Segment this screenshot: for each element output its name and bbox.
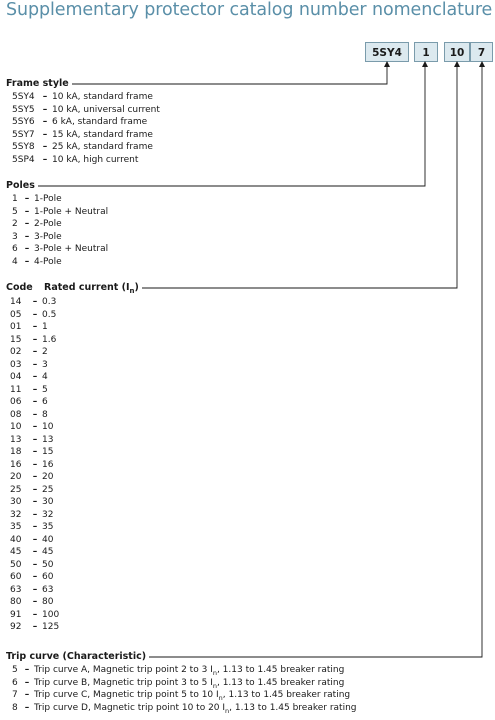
frame-desc: 25 kA, standard frame: [52, 142, 153, 152]
curr-code: 05: [10, 309, 22, 320]
dash: –: [24, 702, 30, 713]
curr-desc: 0.5: [42, 309, 57, 320]
curr-item: [10, 509, 59, 522]
poles-item: [12, 243, 108, 256]
trip-code: 6: [12, 677, 18, 688]
rated-current-heading: [44, 282, 142, 297]
dash: –: [24, 231, 30, 242]
dash: –: [42, 117, 48, 127]
trip-desc: Trip curve D, Magnetic trip point 10 to 20 $I_n$, 1.13 to 1.45 breaker rating: [34, 702, 357, 715]
curr-desc: 80: [42, 597, 54, 607]
dash: –: [32, 584, 38, 595]
dash: –: [32, 297, 38, 307]
curr-item: [10, 371, 59, 384]
code-column-header: Code: [6, 282, 36, 294]
curr-desc: 35: [42, 522, 54, 532]
dash: –: [24, 256, 30, 267]
dash: –: [24, 677, 30, 688]
dash: –: [24, 219, 30, 229]
poles-code: 6: [12, 244, 18, 254]
dash: –: [32, 322, 38, 332]
curr-desc: 100: [42, 609, 60, 620]
curr-item: [10, 359, 59, 372]
curr-desc: 40: [42, 534, 54, 545]
frame-code: 5SY7: [12, 129, 35, 140]
trip-curve-heading: Trip curve (Characteristic): [6, 651, 149, 663]
curr-item: [10, 471, 59, 484]
dash: –: [24, 690, 30, 700]
curr-desc: 1: [42, 322, 48, 332]
arrow-frame: [384, 61, 390, 67]
curr-item: [10, 584, 59, 597]
curr-code: 25: [10, 484, 22, 495]
dash: –: [32, 622, 38, 632]
curr-item: [10, 446, 59, 459]
dash: –: [32, 434, 38, 445]
curr-code: 80: [10, 597, 22, 607]
frame-code: 5SY4: [12, 92, 35, 102]
frame-item: [12, 129, 160, 142]
curr-desc: 30: [42, 497, 54, 507]
dash: –: [32, 472, 38, 482]
curr-desc: 60: [42, 572, 54, 582]
rated-current-heading-end: ): [134, 282, 139, 293]
poles-item: [12, 193, 108, 206]
poles-item: [12, 231, 108, 244]
rated-current-list: [10, 296, 59, 634]
dash: –: [32, 572, 38, 582]
curr-code: 01: [10, 322, 22, 332]
curr-item: [10, 459, 59, 472]
frame-item: [12, 116, 160, 129]
rated-current-heading-sub: n: [129, 286, 135, 295]
dash: –: [32, 559, 38, 570]
curr-code: 02: [10, 347, 22, 357]
dash: –: [32, 509, 38, 520]
poles-code: 2: [12, 219, 18, 229]
curr-item: [10, 496, 59, 509]
frame-style-heading: Frame style: [6, 78, 72, 90]
dash: –: [42, 129, 48, 140]
arrow-trip: [479, 61, 485, 67]
poles-desc: 3-Pole + Neutral: [34, 244, 109, 254]
curr-code: 92: [10, 622, 22, 632]
frame-code: 5SY6: [12, 117, 35, 127]
curr-code: 10: [10, 422, 22, 432]
catalog-segment-poles: 1: [414, 42, 438, 62]
dash: –: [32, 447, 38, 457]
frame-desc: 10 kA, universal current: [52, 104, 160, 115]
frame-desc: 10 kA, high current: [52, 154, 139, 165]
curr-code: 06: [10, 397, 22, 407]
curr-code: 60: [10, 572, 22, 582]
curr-desc: 3: [42, 359, 48, 370]
trip-code: 8: [12, 702, 18, 713]
curr-item: [10, 534, 59, 547]
catalog-segment-trip: 7: [470, 42, 493, 62]
dash: –: [32, 522, 38, 532]
catalog-segment-current: 10: [444, 42, 470, 62]
dash: –: [32, 409, 38, 420]
curr-desc: 63: [42, 584, 54, 595]
curr-item: [10, 571, 59, 584]
curr-code: 18: [10, 447, 22, 457]
trip-code: 5: [12, 665, 18, 675]
poles-item: [12, 256, 108, 269]
frame-style-list: [12, 91, 160, 166]
curr-item: [10, 484, 59, 497]
dash: –: [42, 154, 48, 165]
frame-item: [12, 104, 160, 117]
curr-desc: 8: [42, 409, 48, 420]
poles-item: [12, 218, 108, 231]
curr-desc: 15: [42, 447, 54, 457]
dash: –: [32, 422, 38, 432]
dash: –: [32, 384, 38, 395]
frame-desc: 6 kA, standard frame: [52, 117, 148, 127]
curr-desc: 20: [42, 472, 54, 482]
curr-desc: 16: [42, 459, 54, 470]
trip-item: [12, 702, 357, 715]
dash: –: [32, 372, 38, 382]
dash: –: [32, 497, 38, 507]
poles-code: 3: [12, 231, 18, 242]
catalog-segment-frame: 5SY4: [365, 42, 409, 62]
curr-desc: 5: [42, 384, 48, 395]
curr-desc: 4: [42, 372, 48, 382]
rated-current-heading-text: Rated current (I: [44, 282, 130, 293]
frame-item: [12, 91, 160, 104]
curr-item: [10, 521, 59, 534]
curr-desc: 10: [42, 422, 54, 432]
dash: –: [42, 92, 48, 102]
dash: –: [24, 665, 30, 675]
dash: –: [32, 397, 38, 407]
curr-code: 16: [10, 459, 22, 470]
page-title: Supplementary protector catalog number nomenclature: [6, 0, 493, 20]
curr-desc: 13: [42, 434, 54, 445]
dash: –: [32, 547, 38, 557]
curr-item: [10, 396, 59, 409]
frame-code: 5SY5: [12, 104, 35, 115]
curr-desc: 125: [42, 622, 60, 632]
poles-desc: 1-Pole: [34, 194, 62, 204]
curr-code: 40: [10, 534, 22, 545]
curr-item: [10, 421, 59, 434]
arrow-current: [454, 61, 460, 67]
dash: –: [42, 142, 48, 152]
trip-desc: Trip curve B, Magnetic trip point 3 to 5 $I_n$, 1.13 to 1.45 breaker rating: [34, 677, 345, 690]
curr-code: 13: [10, 434, 22, 445]
curr-item: [10, 384, 59, 397]
trip-desc: Trip curve A, Magnetic trip point 2 to 3 $I_n$, 1.13 to 1.45 breaker rating: [34, 665, 345, 677]
poles-heading: Poles: [6, 180, 38, 192]
curr-code: 32: [10, 509, 22, 520]
trip-item: [12, 677, 357, 690]
curr-code: 50: [10, 559, 22, 570]
curr-item: [10, 346, 59, 359]
curr-item: [10, 596, 59, 609]
curr-code: 35: [10, 522, 22, 532]
poles-list: [12, 193, 108, 268]
poles-desc: 3-Pole: [34, 231, 62, 242]
curr-item: [10, 434, 59, 447]
trip-item: [12, 664, 357, 677]
curr-code: 20: [10, 472, 22, 482]
curr-item: [10, 546, 59, 559]
poles-code: 1: [12, 194, 18, 204]
frame-item: [12, 154, 160, 167]
dash: –: [32, 347, 38, 357]
poles-code: 4: [12, 256, 18, 267]
trip-curve-list: [12, 664, 357, 714]
curr-item: [10, 321, 59, 334]
poles-code: 5: [12, 206, 18, 217]
trip-desc: Trip curve C, Magnetic trip point 5 to 10 $I_n$, 1.13 to 1.45 breaker rating: [34, 690, 351, 702]
curr-item: [10, 621, 59, 634]
frame-code: 5SP4: [12, 154, 35, 165]
dash: –: [32, 309, 38, 320]
dash: –: [32, 334, 38, 345]
dash: –: [32, 534, 38, 545]
curr-desc: 1.6: [42, 334, 57, 345]
dash: –: [32, 597, 38, 607]
curr-code: 45: [10, 547, 22, 557]
dash: –: [24, 244, 30, 254]
curr-desc: 45: [42, 547, 54, 557]
dash: –: [24, 206, 30, 217]
poles-desc: 1-Pole + Neutral: [34, 206, 109, 217]
curr-item: [10, 334, 59, 347]
curr-code: 91: [10, 609, 22, 620]
curr-desc: 32: [42, 509, 54, 520]
curr-code: 15: [10, 334, 22, 345]
trip-code: 7: [12, 690, 18, 700]
poles-item: [12, 206, 108, 219]
curr-desc: 6: [42, 397, 48, 407]
dash: –: [32, 359, 38, 370]
curr-code: 63: [10, 584, 22, 595]
curr-code: 08: [10, 409, 22, 420]
dash: –: [32, 609, 38, 620]
frame-item: [12, 141, 160, 154]
trip-item: [12, 689, 357, 702]
curr-item: [10, 409, 59, 422]
curr-item: [10, 609, 59, 622]
curr-item: [10, 559, 59, 572]
frame-code: 5SY8: [12, 142, 35, 152]
curr-desc: 0.3: [42, 297, 57, 307]
curr-desc: 2: [42, 347, 48, 357]
dash: –: [42, 104, 48, 115]
curr-item: [10, 309, 59, 322]
frame-desc: 15 kA, standard frame: [52, 129, 153, 140]
curr-code: 30: [10, 497, 22, 507]
poles-desc: 2-Pole: [34, 219, 62, 229]
curr-item: [10, 296, 59, 309]
curr-code: 04: [10, 372, 22, 382]
curr-desc: 25: [42, 484, 54, 495]
curr-code: 11: [10, 384, 22, 395]
curr-desc: 50: [42, 559, 54, 570]
dash: –: [24, 194, 30, 204]
arrow-poles: [422, 61, 428, 67]
dash: –: [32, 459, 38, 470]
frame-desc: 10 kA, standard frame: [52, 92, 153, 102]
poles-desc: 4-Pole: [34, 256, 62, 267]
curr-code: 14: [10, 297, 22, 307]
dash: –: [32, 484, 38, 495]
curr-code: 03: [10, 359, 22, 370]
